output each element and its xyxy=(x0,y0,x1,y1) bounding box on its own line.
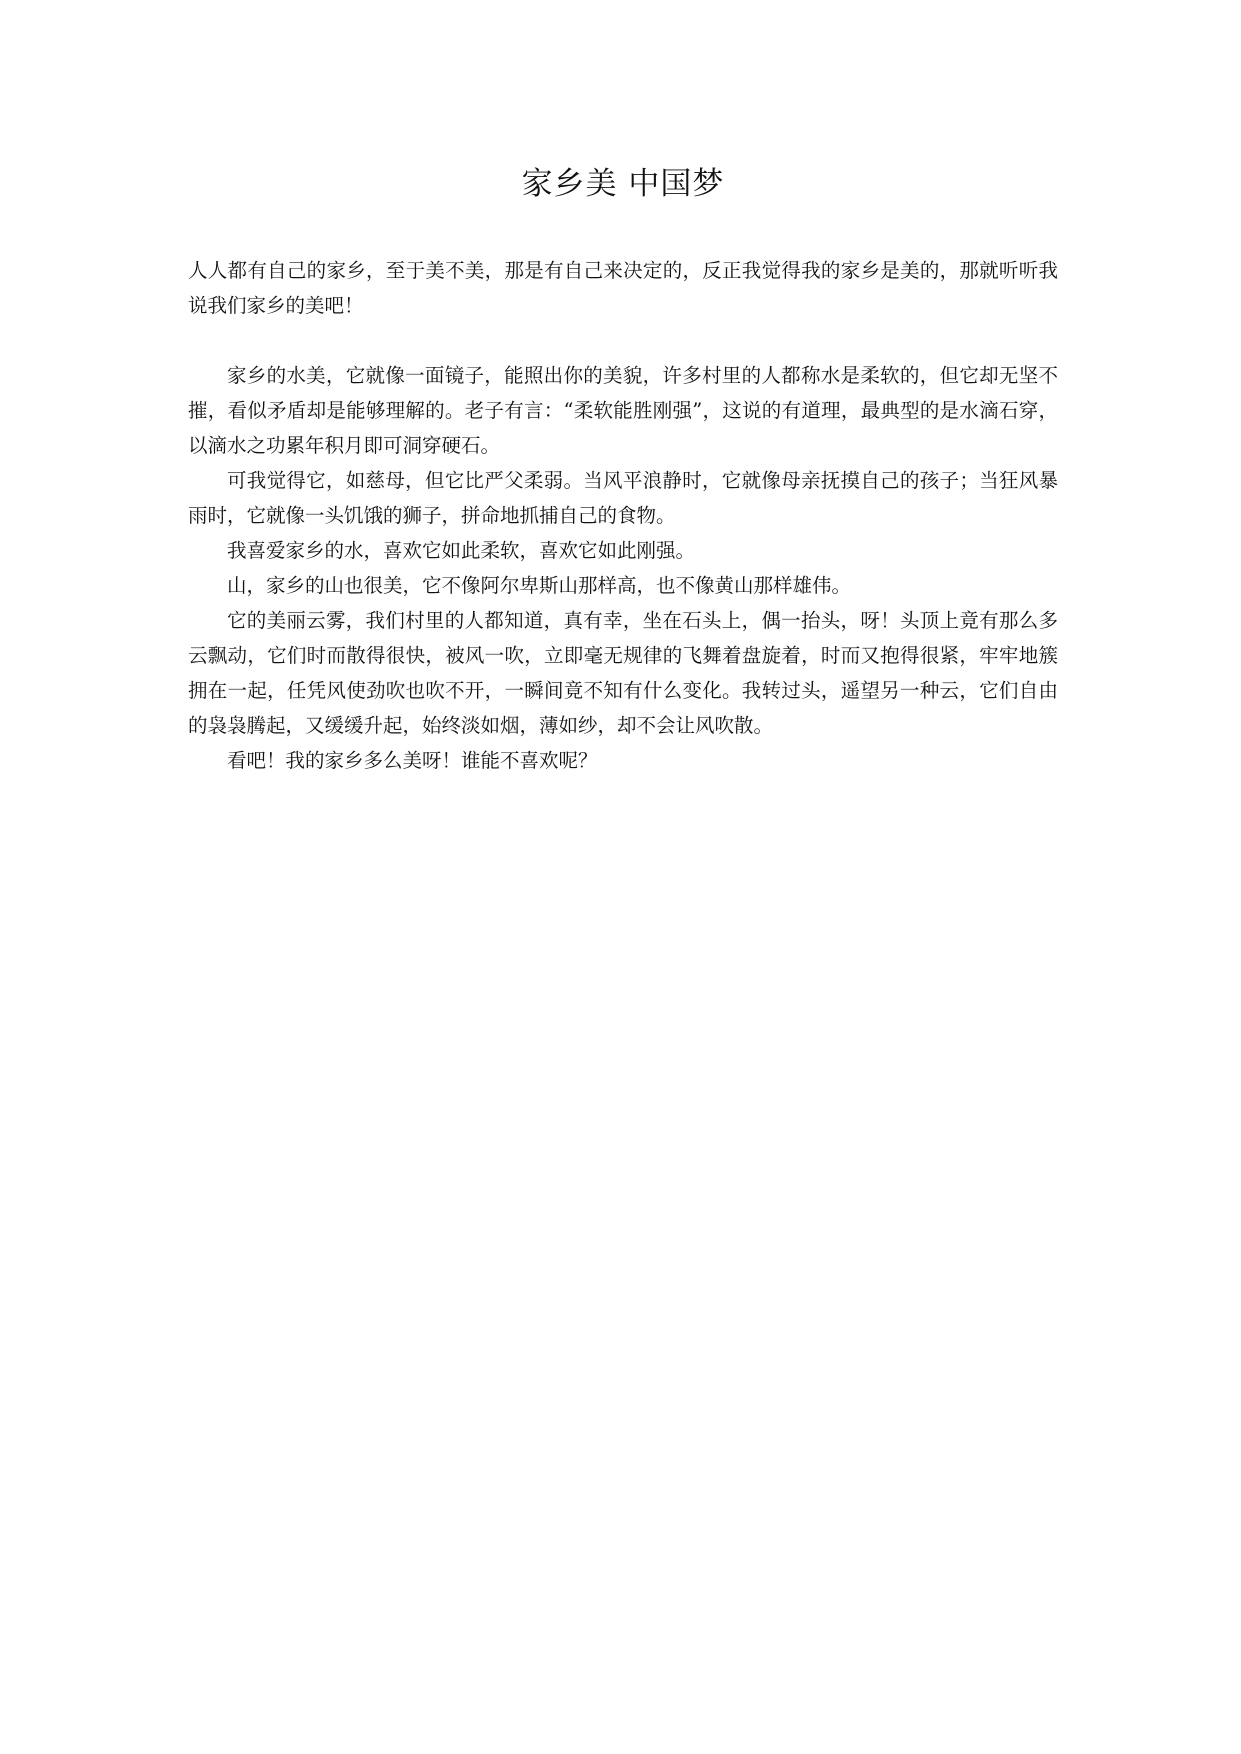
paragraph-spacer xyxy=(188,323,1058,358)
intro-paragraph: 人人都有自己的家乡，至于美不美，那是有自己来决定的，反正我觉得我的家乡是美的，那就听听我说我们家乡的美吧！ xyxy=(188,259,1058,317)
paragraph-water-beauty: 家乡的水美，它就像一面镜子，能照出你的美貌，许多村里的人都称水是柔软的，但它却无坚不摧，看似矛盾却是能够理解的。老子有言：“柔软能胜刚强”，这说的有道理，最典型的是水滴石穿，以滴水之功累年积月即可洞穿硬石。 xyxy=(188,364,1058,457)
document-title: 家乡美 中国梦 xyxy=(521,166,725,202)
paragraph-mountain: 山，家乡的山也很美，它不像阿尔卑斯山那样高，也不像黄山那样雄伟。 xyxy=(227,574,852,597)
paragraph-love-water: 我喜爱家乡的水，喜欢它如此柔软，喜欢它如此刚强。 xyxy=(227,539,696,562)
document-body xyxy=(188,160,1058,778)
paragraph-water-mother: 可我觉得它，如慈母，但它比严父柔弱。当风平浪静时，它就像母亲抚摸自己的孩子；当狂风暴雨时，它就像一头饥饿的狮子，拼命地抓捕自己的食物。 xyxy=(188,469,1058,527)
paragraph-conclusion: 看吧！我的家乡多么美呀！谁能不喜欢呢？ xyxy=(227,749,598,772)
paragraph-clouds: 它的美丽云雾，我们村里的人都知道，真有幸，坐在石头上，偶一抬头，呀！头顶上竟有那么多云飘动，它们时而散得很快，被风一吹，立即毫无规律的飞舞着盘旋着，时而又抱得很紧，牢牢地簇拥在一起，任凭风使劲吹也吹不开，一瞬间竟不知有什么变化。我转过头，遥望另一种云，它们自由的袅袅腾起，又缓缓升起，始终淡如烟，薄如纱，却不会让风吹散。 xyxy=(188,609,1058,737)
